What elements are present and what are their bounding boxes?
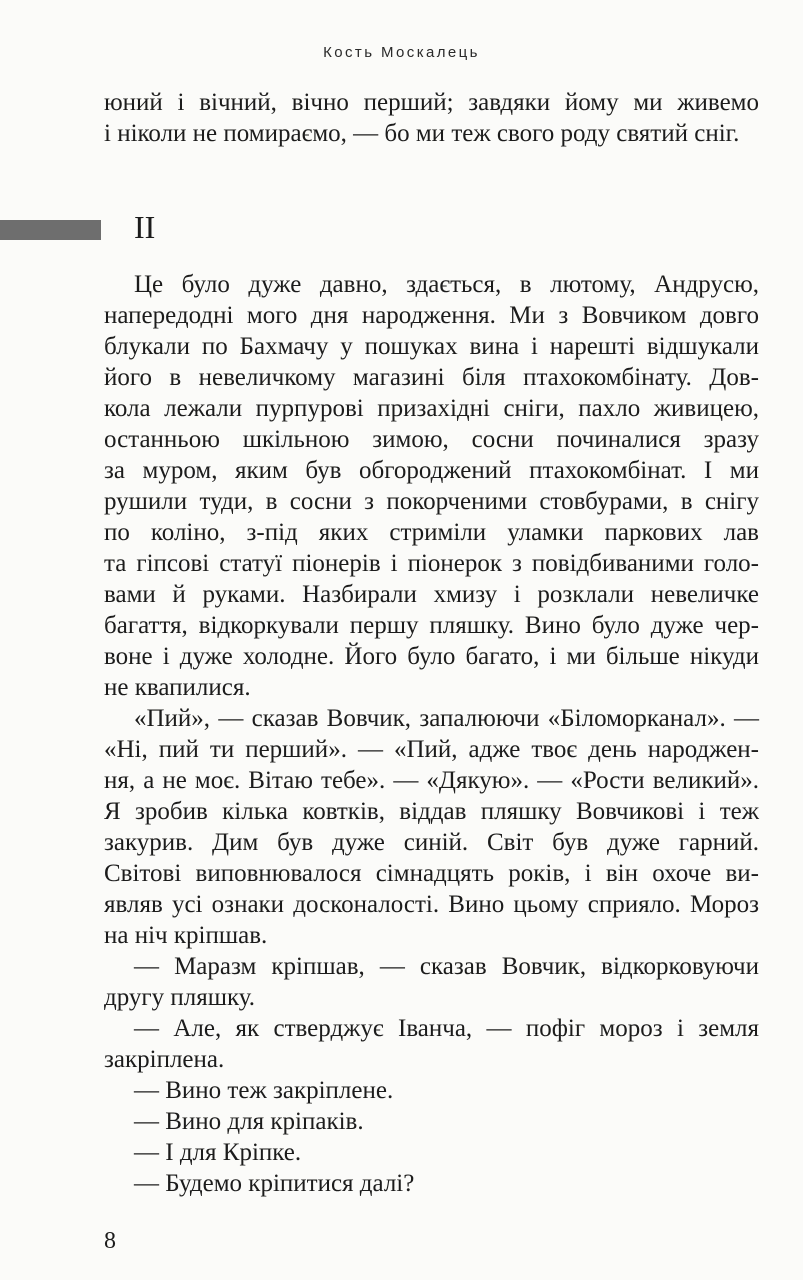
text-line: воне і дуже холодне. Його було багато, і ми більше нікуди — [104, 643, 759, 670]
text-line: закурив. Дим був дуже синій. Світ був дуже гарний. — [104, 829, 759, 856]
text-line: напередодні мого дня народження. Ми з Вовчиком довго — [104, 302, 759, 329]
text-line: «Ні, пий ти перший». — «Пий, адже твоє день народжен- — [104, 736, 759, 763]
text-line: — Будемо кріпитися далі? — [134, 1170, 415, 1197]
text-line: за муром, яким був обгороджений птахокомбінат. І ми — [104, 457, 759, 484]
section-marker-bar — [0, 220, 101, 240]
text-line: та гіпсові статуї піонерів і піонерок з повідбиваними голо- — [104, 550, 759, 577]
text-line: — Вино теж закріплене. — [134, 1077, 394, 1104]
text-line: юний і вічний, вічно перший; завдяки йому ми живемо — [104, 89, 759, 116]
text-line: не квапилися. — [104, 674, 251, 701]
text-line: рушили туди, в сосни з покорченими стовбурами, в снігу — [104, 488, 759, 515]
text-line: по коліно, з-під яких стриміли уламки паркових лав — [104, 519, 759, 546]
text-line: останньою шкільною зимою, сосни починалися зразу — [104, 426, 759, 453]
running-head: Кость Москалець — [323, 44, 480, 61]
text-line: Це було дуже давно, здається, в лютому, Андрусю, — [134, 271, 759, 298]
text-line: блукали по Бахмачу у пошуках вина і нарешті відшукали — [104, 333, 759, 360]
body-text — [104, 269, 759, 1199]
text-line: закріплена. — [104, 1046, 225, 1073]
text-line: — Але, як стверджує Іванча, — пофіг мороз і земля — [134, 1015, 759, 1042]
continuation-paragraph — [104, 87, 759, 149]
text-line: являв усі ознаки досконалості. Вино цьому сприяло. Мороз — [104, 891, 759, 918]
text-line: вами й руками. Назбирали хмизу і розклали невеличке — [104, 581, 759, 608]
text-line: — Вино для кріпаків. — [134, 1108, 364, 1135]
text-line: кола лежали пурпурові призахідні сніги, пахло живицею, — [104, 395, 759, 422]
text-line: другу пляшку. — [104, 984, 256, 1011]
text-line: Я зробив кілька ковтків, віддав пляшку Вовчикові і теж — [104, 798, 759, 825]
text-line: ня, а не моє. Вітаю тебе». — «Дякую». — «Рости великий». — [104, 767, 759, 794]
text-line: — Маразм кріпшав, — сказав Вовчик, відкорковуючи — [134, 953, 759, 980]
text-line: його в невеличкому магазині біля птахокомбінату. Дов- — [104, 364, 759, 391]
page-number: 8 — [104, 1228, 116, 1254]
section-number: II — [134, 209, 156, 245]
text-line: на ніч кріпшав. — [104, 922, 268, 949]
text-line: Світові виповнювалося сімнадцять років, і він охоче ви- — [104, 860, 759, 887]
text-line: «Пий», — сказав Вовчик, запалюючи «Біломорканал». — — [134, 705, 759, 732]
text-line: і ніколи не помираємо, — бо ми теж свого роду святий сніг. — [104, 120, 740, 147]
text-line: багаття, відкоркували першу пляшку. Вино було дуже чер- — [104, 612, 759, 639]
text-line: — І для Кріпке. — [134, 1139, 302, 1166]
